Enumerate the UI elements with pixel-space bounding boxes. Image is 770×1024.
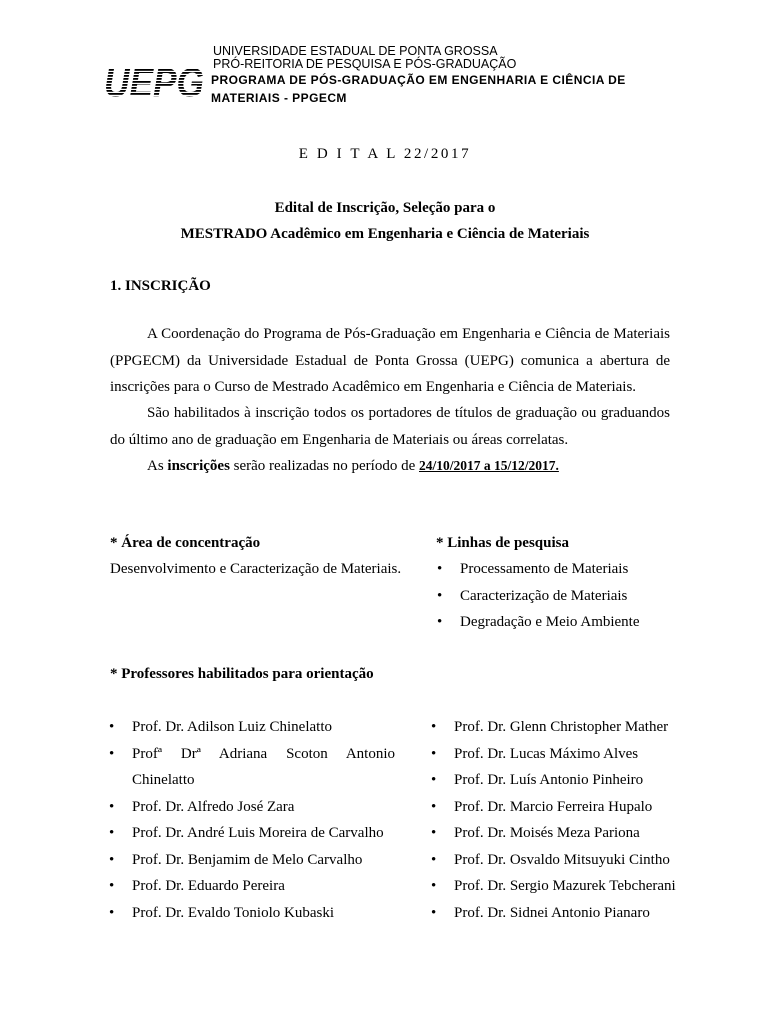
list-item: • Processamento de Materiais (437, 556, 640, 583)
para1-line-1: A Coordenação do Programa de Pós-Graduação em Engenharia e Ciência de Materiais (147, 326, 670, 342)
subtitle-line-1: Edital de Inscrição, Seleção para o (274, 200, 496, 216)
para3-mid: serão realizadas no período de (229, 458, 419, 474)
uepg-logo-graphic (104, 60, 204, 102)
professors-right-list (431, 714, 676, 926)
program-line-2: MATERIAIS - PPGECM (211, 91, 347, 105)
pro-reitoria: PRÓ-REITORIA DE PESQUISA E PÓS-GRADUAÇÃO (213, 57, 517, 71)
section-heading-inscricao: 1. INSCRIÇÃO (110, 278, 211, 294)
edital-title: E D I T A L 22/2017 (298, 146, 472, 162)
list-item: • Degradação e Meio Ambiente (437, 609, 640, 636)
linhas-list (437, 556, 640, 636)
professor-item: • Prof. Dr. Glenn Christopher Mather (431, 714, 676, 741)
para2-line-2: do último ano de graduação em Engenharia de Materiais ou áreas correlatas. (110, 432, 569, 448)
linhas-heading: * Linhas de pesquisa (436, 535, 569, 551)
para3-prefix: As (147, 458, 168, 474)
professor-item: • Prof. Dr. André Luis Moreira de Carvalho (107, 820, 395, 847)
professor-item: • Prof. Dr. Lucas Máximo Alves (431, 741, 676, 768)
professors-heading: * Professores habilitados para orientação (110, 666, 374, 682)
list-item: • Caracterização de Materiais (437, 583, 640, 610)
professors-left-list (107, 714, 395, 926)
program-line-1: PROGRAMA DE PÓS-GRADUAÇÃO EM ENGENHARIA E CIÊNCIA DE (211, 73, 626, 87)
professor-item-continuation: Chinelatto (132, 772, 195, 788)
para3-bold-inscricoes: inscrições (167, 458, 230, 474)
para3-dates: 24/10/2017 a 15/12/2017. (419, 458, 559, 473)
para3-inscricoes-period (147, 453, 559, 480)
para2-line-1: São habilitados à inscrição todos os portadores de títulos de graduação ou graduandos (147, 405, 670, 421)
professor-item: • Prof. Dr. Marcio Ferreira Hupalo (431, 794, 676, 821)
para1-line-2: (PPGECM) da Universidade Estadual de Ponta Grossa (UEPG) comunica a abertura de (110, 353, 670, 369)
professor-item: • Prof. Dr. Evaldo Toniolo Kubaski (107, 900, 395, 927)
area-heading: * Área de concentração (110, 535, 261, 551)
professor-item (107, 741, 395, 768)
professor-item: • Prof. Dr. Sidnei Antonio Pianaro (431, 900, 676, 927)
subtitle-line-2: MESTRADO Acadêmico em Engenharia e Ciência de Materiais (180, 226, 590, 242)
professor-item: • Prof. Dr. Alfredo José Zara (107, 794, 395, 821)
professor-item: • Prof. Dr. Luís Antonio Pinheiro (431, 767, 676, 794)
professor-name-line-1: • Profª Drª Adriana Scoton Antonio (132, 745, 395, 762)
professor-item: • Prof. Dr. Moisés Meza Pariona (431, 820, 676, 847)
para1-line-3: inscrições para o Curso de Mestrado Acadêmico em Engenharia e Ciência de Materiais. (110, 379, 637, 395)
professor-item: • Prof. Dr. Osvaldo Mitsuyuki Cintho (431, 847, 676, 874)
university-name: UNIVERSIDADE ESTADUAL DE PONTA GROSSA (213, 44, 498, 58)
professor-item: • Prof. Dr. Sergio Mazurek Tebcherani (431, 873, 676, 900)
uepg-logo (104, 60, 204, 102)
professor-item: • Prof. Dr. Eduardo Pereira (107, 873, 395, 900)
professor-item: • Prof. Dr. Adilson Luiz Chinelatto (107, 714, 395, 741)
area-text: Desenvolvimento e Caracterização de Materiais. (110, 561, 402, 577)
professor-item: • Prof. Dr. Benjamim de Melo Carvalho (107, 847, 395, 874)
